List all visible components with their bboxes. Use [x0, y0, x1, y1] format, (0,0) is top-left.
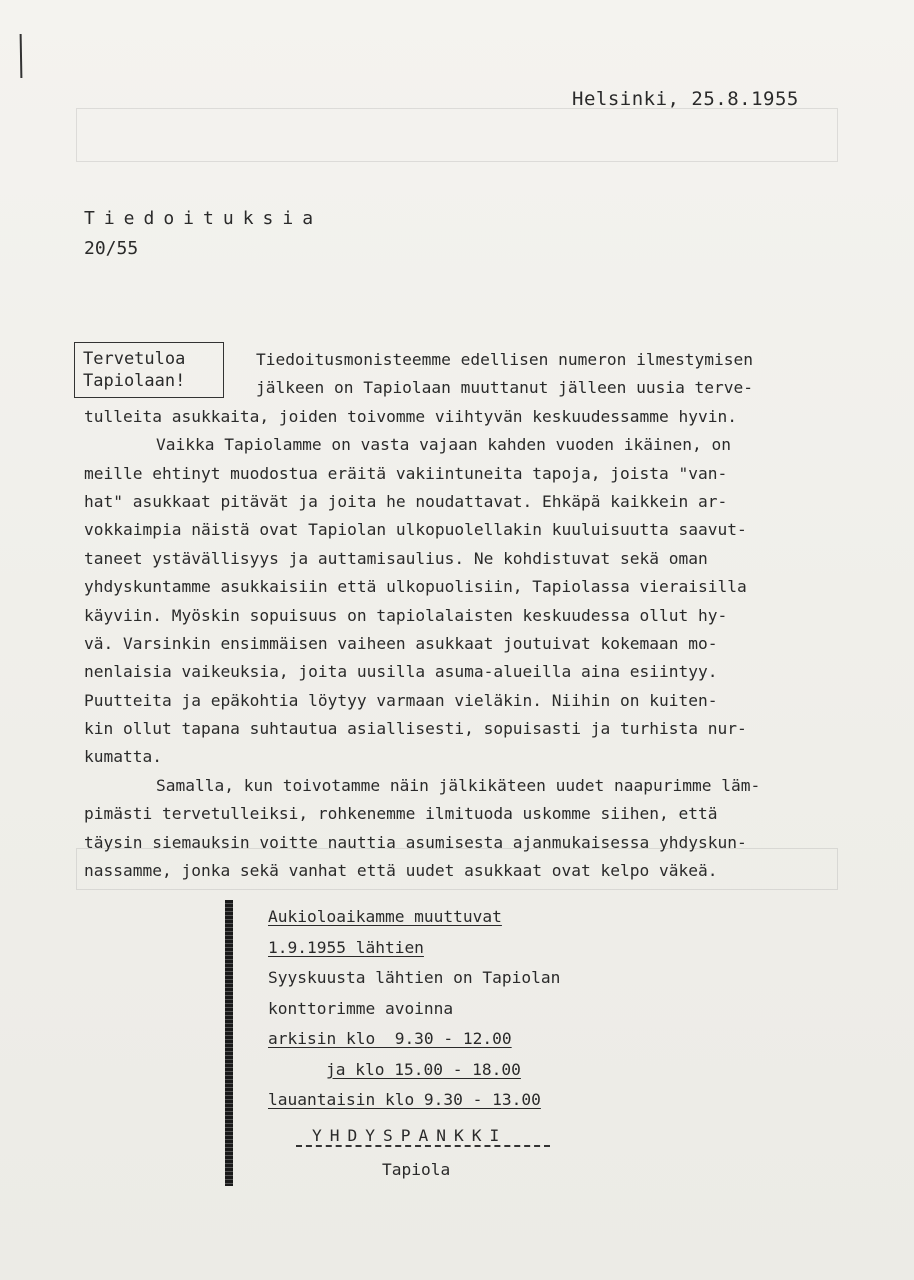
- body-line: Samalla, kun toivotamme näin jälkikäteen uudet naapurimme läm-: [156, 775, 761, 795]
- body-line: yhdyskuntamme asukkaisiin että ulkopuolisiin, Tapiolassa vieraisilla: [84, 577, 747, 597]
- body-line: kumatta.: [84, 747, 162, 767]
- margin-mark: [20, 34, 23, 78]
- welcome-line-2: Tapiolaan!: [83, 371, 186, 391]
- body-line: Tiedoitusmonisteemme edellisen numeron ilmestymisen: [256, 350, 754, 369]
- body-line: pimästi tervetulleiksi, rohkenemme ilmituoda uskomme siihen, että: [84, 804, 718, 824]
- bank-signature: YHDYSPANKKI: [312, 1126, 508, 1145]
- body-line: Puutteita ja epäkohtia löytyy varmaan vieläkin. Niihin on kuiten-: [84, 690, 718, 710]
- hours-weekdays: arkisin klo 9.30 - 12.00: [268, 1029, 512, 1048]
- welcome-line-1: Tervetuloa: [83, 349, 186, 369]
- body-line: jälkeen on Tapiolaan muuttanut jälleen uusia terve-: [256, 378, 754, 398]
- body-line: täysin siemauksin voitte nauttia asumisesta ajanmukaisessa yhdyskun-: [84, 832, 747, 852]
- body-line: meille ehtinyt muodostua eräitä vakiintuneita tapoja, joista "van-: [84, 463, 728, 483]
- hours-saturday: lauantaisin klo 9.30 - 13.00: [268, 1090, 541, 1109]
- body-text: [84, 346, 864, 885]
- body-line: kin ollut tapana suhtautua asiallisesti, sopuisasti ja turhista nur-: [84, 719, 747, 739]
- issue-number: 20/55: [84, 238, 139, 259]
- body-line: tulleita asukkaita, joiden toivomme viihtyvän keskuudessamme hyvin.: [84, 406, 737, 426]
- signature-place: Tapiola: [382, 1160, 451, 1179]
- signature-dashes: [296, 1145, 550, 1147]
- body-line: vä. Varsinkin ensimmäisen vaiheen asukkaat joutuivat kokemaan mo-: [84, 633, 718, 653]
- body-line: hat" asukkaat pitävät ja joita he noudattavat. Ehkäpä kaikkein ar-: [84, 491, 728, 511]
- hours-title: Aukioloaikamme muuttuvat: [268, 907, 502, 926]
- body-line: vokkaimpia näistä ovat Tapiolan ulkopuolellakin kuuluisuutta saavut-: [84, 520, 747, 540]
- bleed-through-box: [76, 108, 838, 162]
- hours-text: konttorimme avoinna: [268, 998, 454, 1018]
- body-line: nassamme, jonka sekä vanhat että uudet asukkaat ovat kelpo väkeä.: [84, 861, 718, 881]
- opening-hours-notice: [268, 902, 560, 1116]
- hours-date: 1.9.1955 lähtien: [268, 937, 424, 957]
- body-line: taneet ystävällisyys ja auttamisaulius. Ne kohdistuvat sekä oman: [84, 548, 708, 568]
- body-line: Vaikka Tapiolamme on vasta vajaan kahden vuoden ikäinen, on: [156, 435, 731, 455]
- notice-side-bar: [225, 900, 233, 1186]
- body-line: nenlaisia vaikeuksia, joita uusilla asuma-alueilla aina esiintyy.: [84, 662, 718, 682]
- date-line: Helsinki, 25.8.1955: [572, 88, 799, 110]
- hours-text: Syyskuusta lähtien on Tapiolan: [268, 968, 561, 987]
- hours-weekdays-afternoon: ja klo 15.00 - 18.00: [326, 1059, 521, 1079]
- page-title: Tiedoituksia: [84, 208, 323, 229]
- body-line: käyviin. Myöskin sopuisuus on tapiolalaisten keskuudessa ollut hy-: [84, 605, 728, 625]
